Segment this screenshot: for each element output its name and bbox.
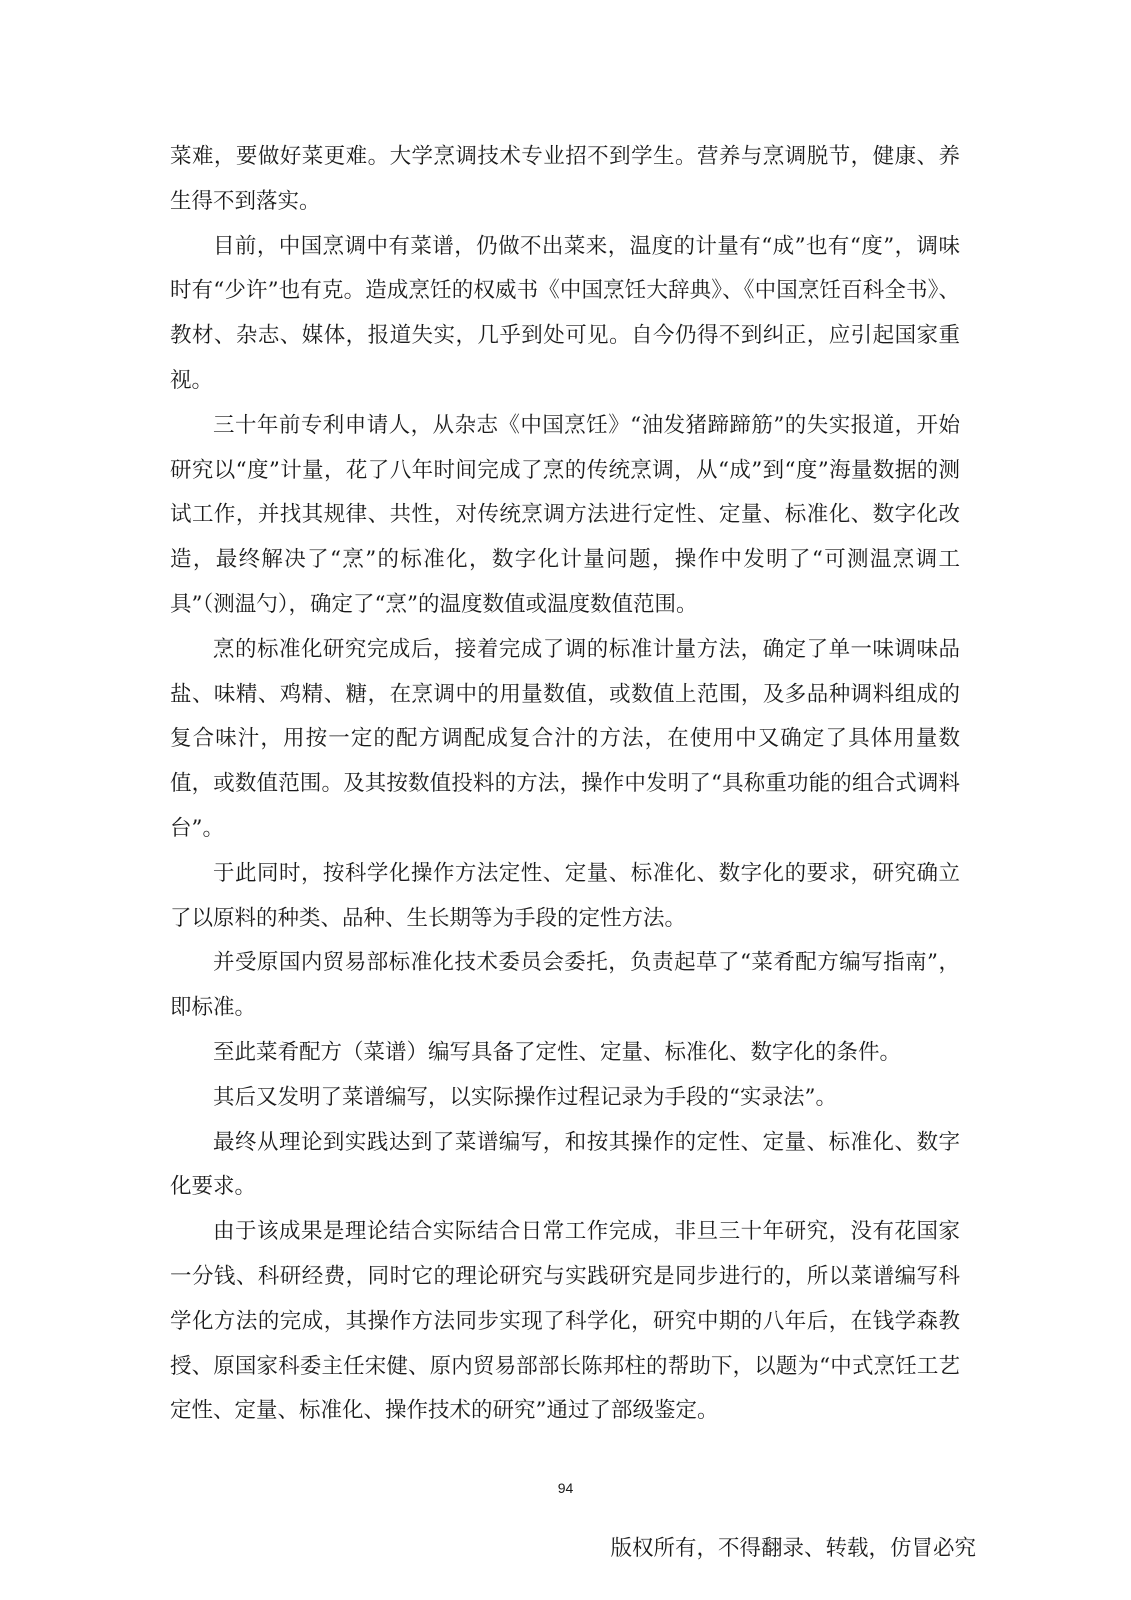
paragraph-5: 于此同时，按科学化操作方法定性、定量、标准化、数字化的要求，研究确立了以原料的种类、品种、生长期等为手段的定性方法。 [170, 860, 960, 931]
paragraph-6: 并受原国内贸易部标准化技术委员会委托，负责起草了“菜肴配方编写指南”，即标准。 [170, 950, 960, 1021]
paragraph-9: 最终从理论到实践达到了菜谱编写，和按其操作的定性、定量、标准化、数字化要求。 [170, 1129, 960, 1200]
paragraph-4: 烹的标准化研究完成后，接着完成了调的标准计量方法，确定了单一味调味品盐、味精、鸡精、糖，在烹调中的用量数值，或数值上范围，及多品种调料组成的复合味汁，用按一定的配方调配成复合汁的方法，在使用中又确定了具体用量数值，或数值范围。及其按数值投料的方法，操作中发明了“具称重功能的组合式调料台”。 [170, 636, 960, 841]
body-text [170, 135, 960, 1434]
paragraph-7: 至此菜肴配方（菜谱）编写具备了定性、定量、标准化、数字化的条件。 [213, 1039, 902, 1065]
copyright-notice: 版权所有，不得翻录、转载，仿冒必究 [610, 1536, 976, 1561]
paragraph-2: 目前，中国烹调中有菜谱，仍做不出菜来，温度的计量有“成”也有“度”，调味时有“少许”也有克。造成烹饪的权威书《中国烹饪大辞典》、《中国烹饪百科全书》、教材、杂志、媒体，报道失实，几乎到处可见。自今仍得不到纠正，应引起国家重视。 [170, 233, 960, 393]
paragraph-8: 其后又发明了菜谱编写，以实际操作过程记录为手段的“实录法”。 [213, 1084, 837, 1110]
paragraph-3: 三十年前专利申请人，从杂志《中国烹饪》“油发猪蹄蹄筋”的失实报道，开始研究以“度”计量，花了八年时间完成了烹的传统烹调，从“成”到“度”海量数据的测试工作，并找其规律、共性，对传统烹调方法进行定性、定量、标准化、数字化改造，最终解决了“烹”的标准化，数字化计量问题，操作中发明了“可测温烹调工具”（测温勺），确定了“烹”的温度数值或温度数值范围。 [170, 412, 960, 617]
paragraph-10: 由于该成果是理论结合实际结合日常工作完成，非旦三十年研究，没有花国家一分钱、科研经费，同时它的理论研究与实践研究是同步进行的，所以菜谱编写科学化方法的完成，其操作方法同步实现了科学化，研究中期的八年后，在钱学森教授、原国家科委主任宋健、原内贸易部部长陈邦柱的帮助下，以题为“中式烹饪工艺定性、定量、标准化、操作技术的研究”通过了部级鉴定。 [170, 1219, 960, 1424]
paragraph-1: 菜难，要做好菜更难。大学烹调技术专业招不到学生。营养与烹调脱节，健康、养生得不到落实。 [170, 144, 960, 214]
page-number: 94 [557, 1480, 574, 1496]
